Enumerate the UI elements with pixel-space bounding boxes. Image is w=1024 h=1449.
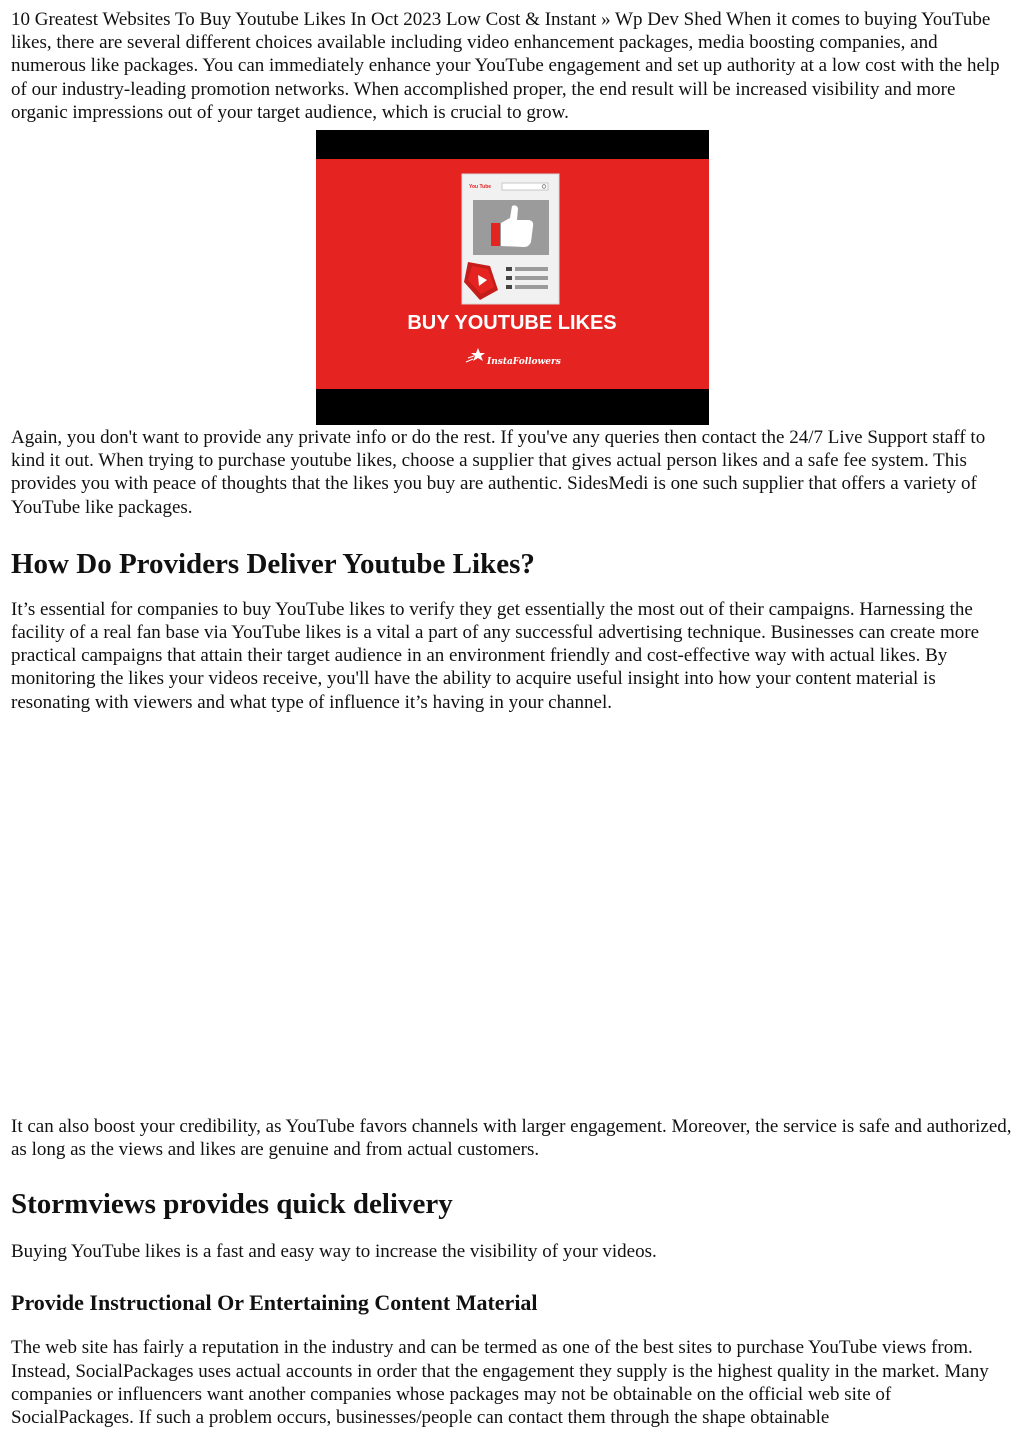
hero-brand: InstaFollowers [486, 357, 561, 368]
mini-search-bar [502, 183, 548, 190]
buying-paragraph: Buying YouTube likes is a fast and easy way to increase the visibility of your videos. [11, 1241, 657, 1263]
blank-space [11, 714, 1013, 1115]
essential-paragraph: It’s essential for companies to buy YouTube likes to verify they get essentially the most out of their campaigns. Harnessing the facility of a real fan base via YouTube likes is a vital a part of any successful advertising technique. Businesses can create more practical campaigns that attain their target audience in an environment friendly and cost-effective way with actual likes. By monitoring the likes your videos receive, you'll have the ability to acquire useful insight into how your content material is resonating with viewers and what type of influence it’s having in your channel. [11, 598, 980, 713]
heading-providers: How Do Providers Deliver Youtube Likes? [11, 547, 535, 580]
list-line-1 [506, 267, 512, 271]
list-line-1b [515, 267, 548, 271]
website-paragraph: The web site has fairly a reputation in the industry and can be termed as one of the best sites to purchase YouTube views from. Instead, SocialPackages uses actual accounts in order that the engagement they supply is the highest quality in the market. Many companies or influencers want another companies whose packages may not be obtainable on the official web site of SocialPackages. If such a problem occurs, businesses/people can contact them through the shape obtainable [11, 1337, 989, 1429]
support-paragraph: Again, you don't want to provide any private info or do the rest. If you've any queries then contact the 24/7 Live Support staff to kind it out. When trying to purchase youtube likes, choose a supplier that gives actual person likes and a safe fee system. This provides you with peace of thoughts that the likes you buy are authentic. SidesMedi is one such supplier that offers a variety of YouTube like packages. [11, 427, 986, 518]
intro-paragraph: 10 Greatest Websites To Buy Youtube Likes In Oct 2023 Low Cost & Instant » Wp Dev Shed When it comes to buying YouTube likes, there are several different choices available including video enhancement packages, media boosting companies, and numerous like packages. You can immediately enhance your YouTube engagement and set up authority at a low cost with the help of our industry-leading promotion networks. When accomplished proper, the end result will be increased visibility and more organic impressions out of your target audience, which is crucial to grow. [11, 9, 1000, 123]
list-line-2 [506, 276, 512, 280]
mini-youtube-logo: You Tube [468, 184, 491, 191]
heading-stormviews: Stormviews provides quick delivery [11, 1188, 453, 1221]
list-line-3b [515, 285, 548, 289]
hero-headline: BUY YOUTUBE LIKES [406, 312, 617, 335]
credibility-paragraph: It can also boost your credibility, as YouTube favors channels with larger engagement. Moreover, the service is safe and authorized, as long as the views and likes are genuine and from actual customers. [11, 1115, 1012, 1161]
hero-image [316, 130, 709, 425]
list-line-3 [506, 285, 512, 289]
hero-illustration [316, 130, 709, 425]
brand-star-icon [466, 348, 485, 362]
list-line-2b [515, 276, 548, 280]
thumb-cuff [491, 223, 500, 246]
heading-instructional: Provide Instructional Or Entertaining Content Material [11, 1290, 538, 1316]
